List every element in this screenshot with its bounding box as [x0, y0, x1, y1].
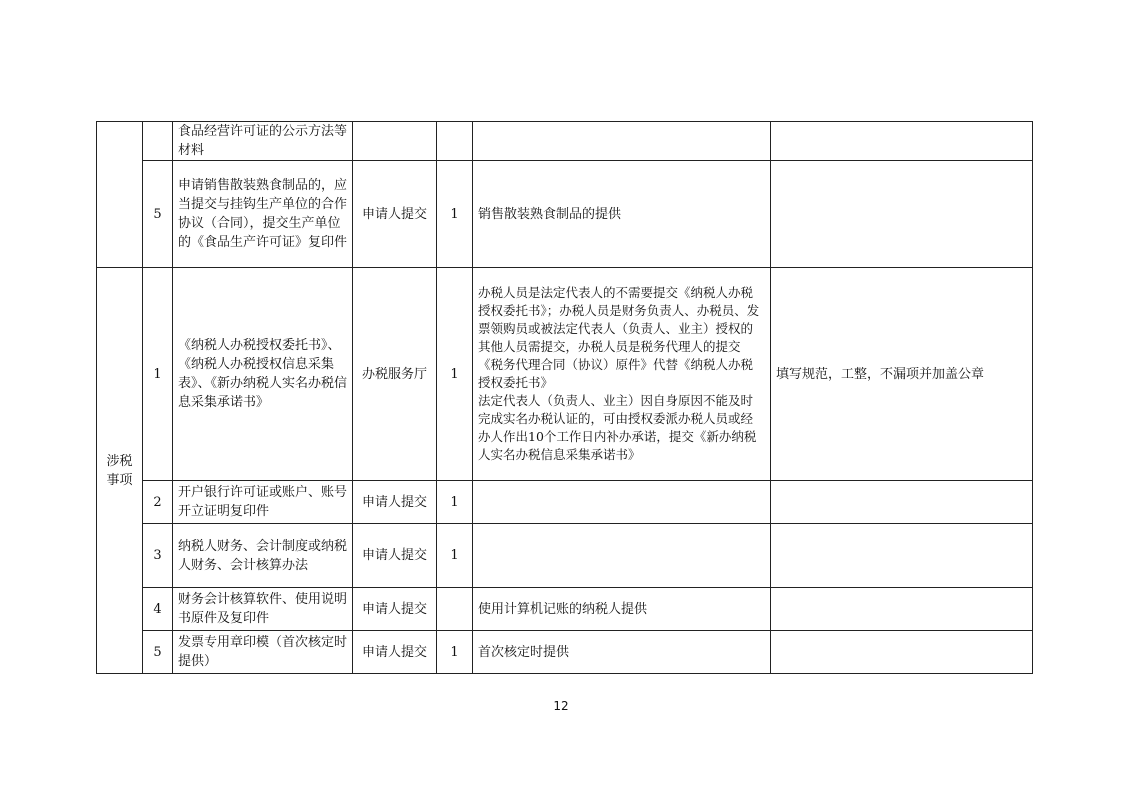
requirement — [771, 631, 1033, 674]
table-row — [97, 161, 1033, 268]
copy-count: 1 — [437, 161, 473, 268]
requirement: 填写规范，工整，不漏项并加盖公章 — [771, 268, 1033, 481]
remark — [473, 481, 771, 524]
category-cell — [97, 122, 143, 268]
row-number — [143, 122, 173, 161]
material-source: 申请人提交 — [353, 588, 437, 631]
material-source: 申请人提交 — [353, 631, 437, 674]
category-cell: 涉税事项 — [97, 268, 143, 674]
remark: 使用计算机记账的纳税人提供 — [473, 588, 771, 631]
requirement — [771, 588, 1033, 631]
copy-count: 1 — [437, 268, 473, 481]
material-source: 申请人提交 — [353, 481, 437, 524]
requirement — [771, 524, 1033, 588]
requirement — [771, 161, 1033, 268]
requirement — [771, 481, 1033, 524]
table-row — [97, 524, 1033, 588]
row-number: 2 — [143, 481, 173, 524]
copy-count: 1 — [437, 524, 473, 588]
remark: 办税人员是法定代表人的不需要提交《纳税人办税授权委托书》；办税人员是财务负责人、办税员、发票领购员或被法定代表人（负责人、业主）授权的其他人员需提交，办税人员是税务代理人的提交《税务代理合同（协议）原件》代替《纳税人办税授权委托书》 法定代表人（负责人、业主）因自身原因不能及时完成实名办税认证的，可由授权委派办税人员或经办人作出10个工作日内补办承诺，提交《新办纳税人实名办税信息采集承诺书》 — [473, 268, 771, 481]
material-name: 发票专用章印模（首次核定时提供） — [173, 631, 353, 674]
row-number: 3 — [143, 524, 173, 588]
material-name: 纳税人财务、会计制度或纳税人财务、会计核算办法 — [173, 524, 353, 588]
remark: 首次核定时提供 — [473, 631, 771, 674]
materials-table — [96, 121, 1033, 674]
material-name: 开户银行许可证或账户、账号开立证明复印件 — [173, 481, 353, 524]
row-number: 5 — [143, 631, 173, 674]
copy-count — [437, 122, 473, 161]
table-row — [97, 588, 1033, 631]
row-number: 1 — [143, 268, 173, 481]
copy-count — [437, 588, 473, 631]
row-number: 5 — [143, 161, 173, 268]
remark — [473, 122, 771, 161]
table-row — [97, 268, 1033, 481]
remark: 销售散装熟食制品的提供 — [473, 161, 771, 268]
material-name: 《纳税人办税授权委托书》、《纳税人办税授权信息采集表》、《新办纳税人实名办税信息采集承诺书》 — [173, 268, 353, 481]
page-number: 12 — [553, 699, 569, 713]
copy-count: 1 — [437, 481, 473, 524]
table-row — [97, 631, 1033, 674]
remark — [473, 524, 771, 588]
row-number: 4 — [143, 588, 173, 631]
table-row — [97, 481, 1033, 524]
material-name: 财务会计核算软件、使用说明书原件及复印件 — [173, 588, 353, 631]
material-name: 申请销售散装熟食制品的，应当提交与挂钩生产单位的合作协议（合同），提交生产单位的《食品生产许可证》复印件 — [173, 161, 353, 268]
material-source: 申请人提交 — [353, 524, 437, 588]
copy-count: 1 — [437, 631, 473, 674]
requirement — [771, 122, 1033, 161]
material-source — [353, 122, 437, 161]
material-name: 食品经营许可证的公示方法等材料 — [173, 122, 353, 161]
material-source: 申请人提交 — [353, 161, 437, 268]
table-row — [97, 122, 1033, 161]
material-source: 办税服务厅 — [353, 268, 437, 481]
